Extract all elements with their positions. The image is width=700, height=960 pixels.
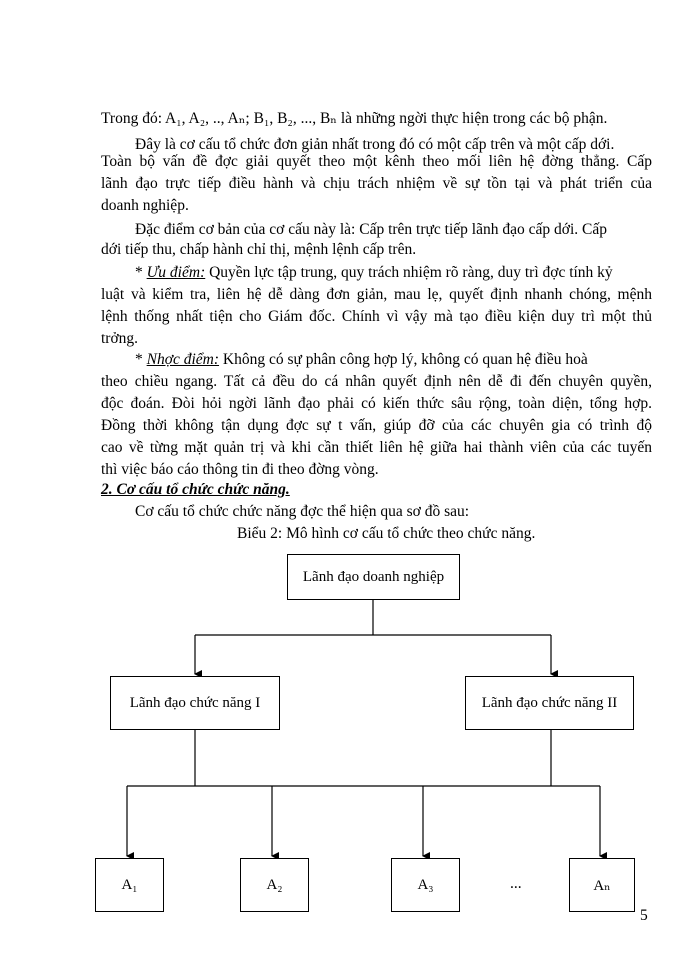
advantages-text: Quyền lực tập trung, quy trách nhiệm rõ ràng, duy trì đợc tính kỷ [205,264,613,281]
disadvantages-text: Không có sự phân công hợp lý, không có quan hệ điều hoà [219,351,588,368]
bullet-star: * [135,264,147,281]
paragraph-line: lãnh đạo trực tiếp điều hành và chịu trách nhiệm về sự tồn tại và phát triển của [101,175,652,192]
paragraph-line: Toàn bộ vấn đề đợc giải quyết theo một kênh theo mối liên hệ đờng thẳng. Cấp [101,153,652,170]
paragraph-line: lệnh thống nhất tiện cho Giám đốc. Chính vì vậy mà tạo điều kiện duy trì một thủ [101,308,652,325]
box-an: Aₙ [569,858,635,912]
paragraph-line: dới tiếp thu, chấp hành chỉ thị, mệnh lệnh cấp trên. [101,241,417,258]
box-a1: A₁ [95,858,164,912]
paragraph-line: thì việc báo cáo thông tin đi theo đờng vòng. [101,461,379,478]
paragraph-line: Đây là cơ cấu tổ chức đơn giản nhất trong đó có một cấp trên và một cấp dới. [135,136,615,153]
box-function-leader-2: Lãnh đạo chức năng II [465,676,634,730]
advantages-label: Ưu điểm: [146,264,206,281]
page-number: 5 [640,907,648,924]
bullet-star: * [135,351,147,368]
box-enterprise-leader: Lãnh đạo doanh nghiệp [287,554,460,600]
diagram-intro: Cơ cấu tổ chức chức năng đợc thể hiện qua sơ đồ sau: [135,503,470,520]
paragraph-line: doanh nghiệp. [101,197,189,214]
section-number: 2. [101,481,117,498]
paragraph-line: cao về từng mặt quản trị và khi cần thiết liên hệ giữa hai thành viên của các tuyến [101,439,652,456]
disadvantages-label: Nhợc điểm: [146,351,220,368]
paragraph-line: Đồng thời không tận dụng đợc sự t vấn, giúp đỡ của các chuyên gia có trình độ [101,417,652,434]
section-title: Cơ cấu tổ chức chức năng. [116,481,290,498]
ellipsis: ... [510,875,522,892]
diagram-caption: Biểu 2: Mô hình cơ cấu tổ chức theo chức năng. [237,525,536,542]
box-a3: A₃ [391,858,460,912]
paragraph-line: độc đoán. Đòi hỏi ngời lãnh đạo phải có kiến thức sâu rộng, toàn diện, tổng hợp. [101,395,652,412]
paragraph-line: Đặc điểm cơ bản của cơ cấu này là: Cấp trên trực tiếp lãnh đạo cấp dới. Cấp [135,221,607,238]
paragraph-line: theo chiều ngang. Tất cả đều do cá nhân quyết định nên dễ đi đến chuyên quyền, [101,373,652,390]
box-function-leader-1: Lãnh đạo chức năng I [110,676,280,730]
box-a2: A₂ [240,858,309,912]
paragraph-legend: Trong đó: A₁, A₂, .., Aₙ; B₁, B₂, ..., Bₙ là những ngời thực hiện trong các bộ phận. [101,110,608,127]
paragraph-line: luật và kiểm tra, liên hệ dễ dàng đơn giản, mau lẹ, quyết định nhanh chóng, mệnh [101,286,652,303]
paragraph-line: trởng. [101,330,139,347]
